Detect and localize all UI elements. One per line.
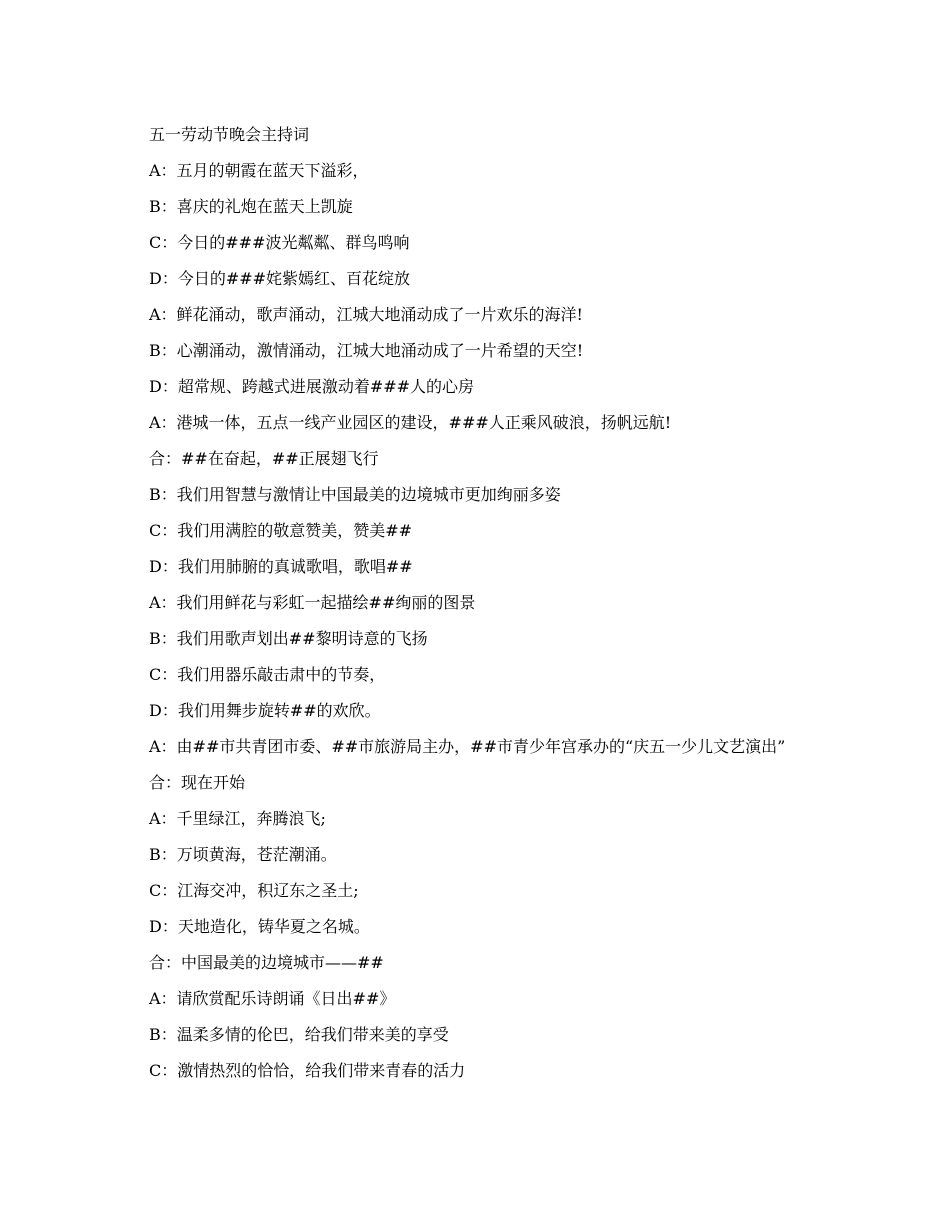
script-line: D：我们用肺腑的真诚歌唱，歌唱##	[149, 557, 413, 576]
script-line: B：温柔多情的伦巴，给我们带来美的享受	[149, 1025, 449, 1044]
script-line: A：千里绿江，奔腾浪飞;	[149, 809, 326, 828]
script-line: A：我们用鲜花与彩虹一起描绘##绚丽的图景	[149, 593, 476, 612]
script-line: C：江海交冲，积辽东之圣土;	[149, 881, 359, 900]
script-line: A：由##市共青团市委、##市旅游局主办，##市青少年宫承办的“庆五一少儿文艺演出”	[149, 737, 786, 756]
document-body	[115, 124, 840, 1096]
script-line: A：请欣赏配乐诗朗诵《日出##》	[149, 989, 396, 1008]
script-line: B：我们用智慧与激情让中国最美的边境城市更加绚丽多姿	[149, 485, 561, 504]
script-line: D：我们用舞步旋转##的欢欣。	[149, 701, 381, 720]
script-line: C：激情热烈的恰恰，给我们带来青春的活力	[149, 1061, 466, 1080]
script-line: C：我们用器乐敲击肃中的节奏，	[149, 665, 386, 684]
document-title: 五一劳动节晚会主持词	[149, 125, 310, 144]
script-line: A：五月的朝霞在蓝天下溢彩，	[149, 161, 369, 180]
script-line: D：天地造化，铸华夏之名城。	[149, 917, 370, 936]
script-line: B：喜庆的礼炮在蓝天上凯旋	[149, 197, 353, 216]
script-line: C：今日的###波光粼粼、群鸟鸣响	[149, 233, 410, 252]
script-line: 合：中国最美的边境城市——##	[149, 953, 384, 972]
script-line: A：港城一体，五点一线产业园区的建设，###人正乘风破浪，扬帆远航!	[149, 413, 672, 432]
script-line: D：超常规、跨越式进展激动着###人的心房	[149, 377, 475, 396]
script-line: 合：现在开始	[149, 773, 246, 792]
script-line: C：我们用满腔的敬意赞美，赞美##	[149, 521, 413, 540]
script-line: 合：##在奋起，##正展翅飞行	[149, 449, 379, 468]
script-line: B：心潮涌动，激情涌动，江城大地涌动成了一片希望的天空!	[149, 341, 584, 360]
script-line: A：鲜花涌动，歌声涌动，江城大地涌动成了一片欢乐的海洋!	[149, 305, 583, 324]
script-line: B：万顷黄海，苍茫潮涌。	[149, 845, 337, 864]
script-line: B：我们用歌声划出##黎明诗意的飞扬	[149, 629, 428, 648]
script-line: D：今日的###姹紫嫣红、百花绽放	[149, 269, 411, 288]
